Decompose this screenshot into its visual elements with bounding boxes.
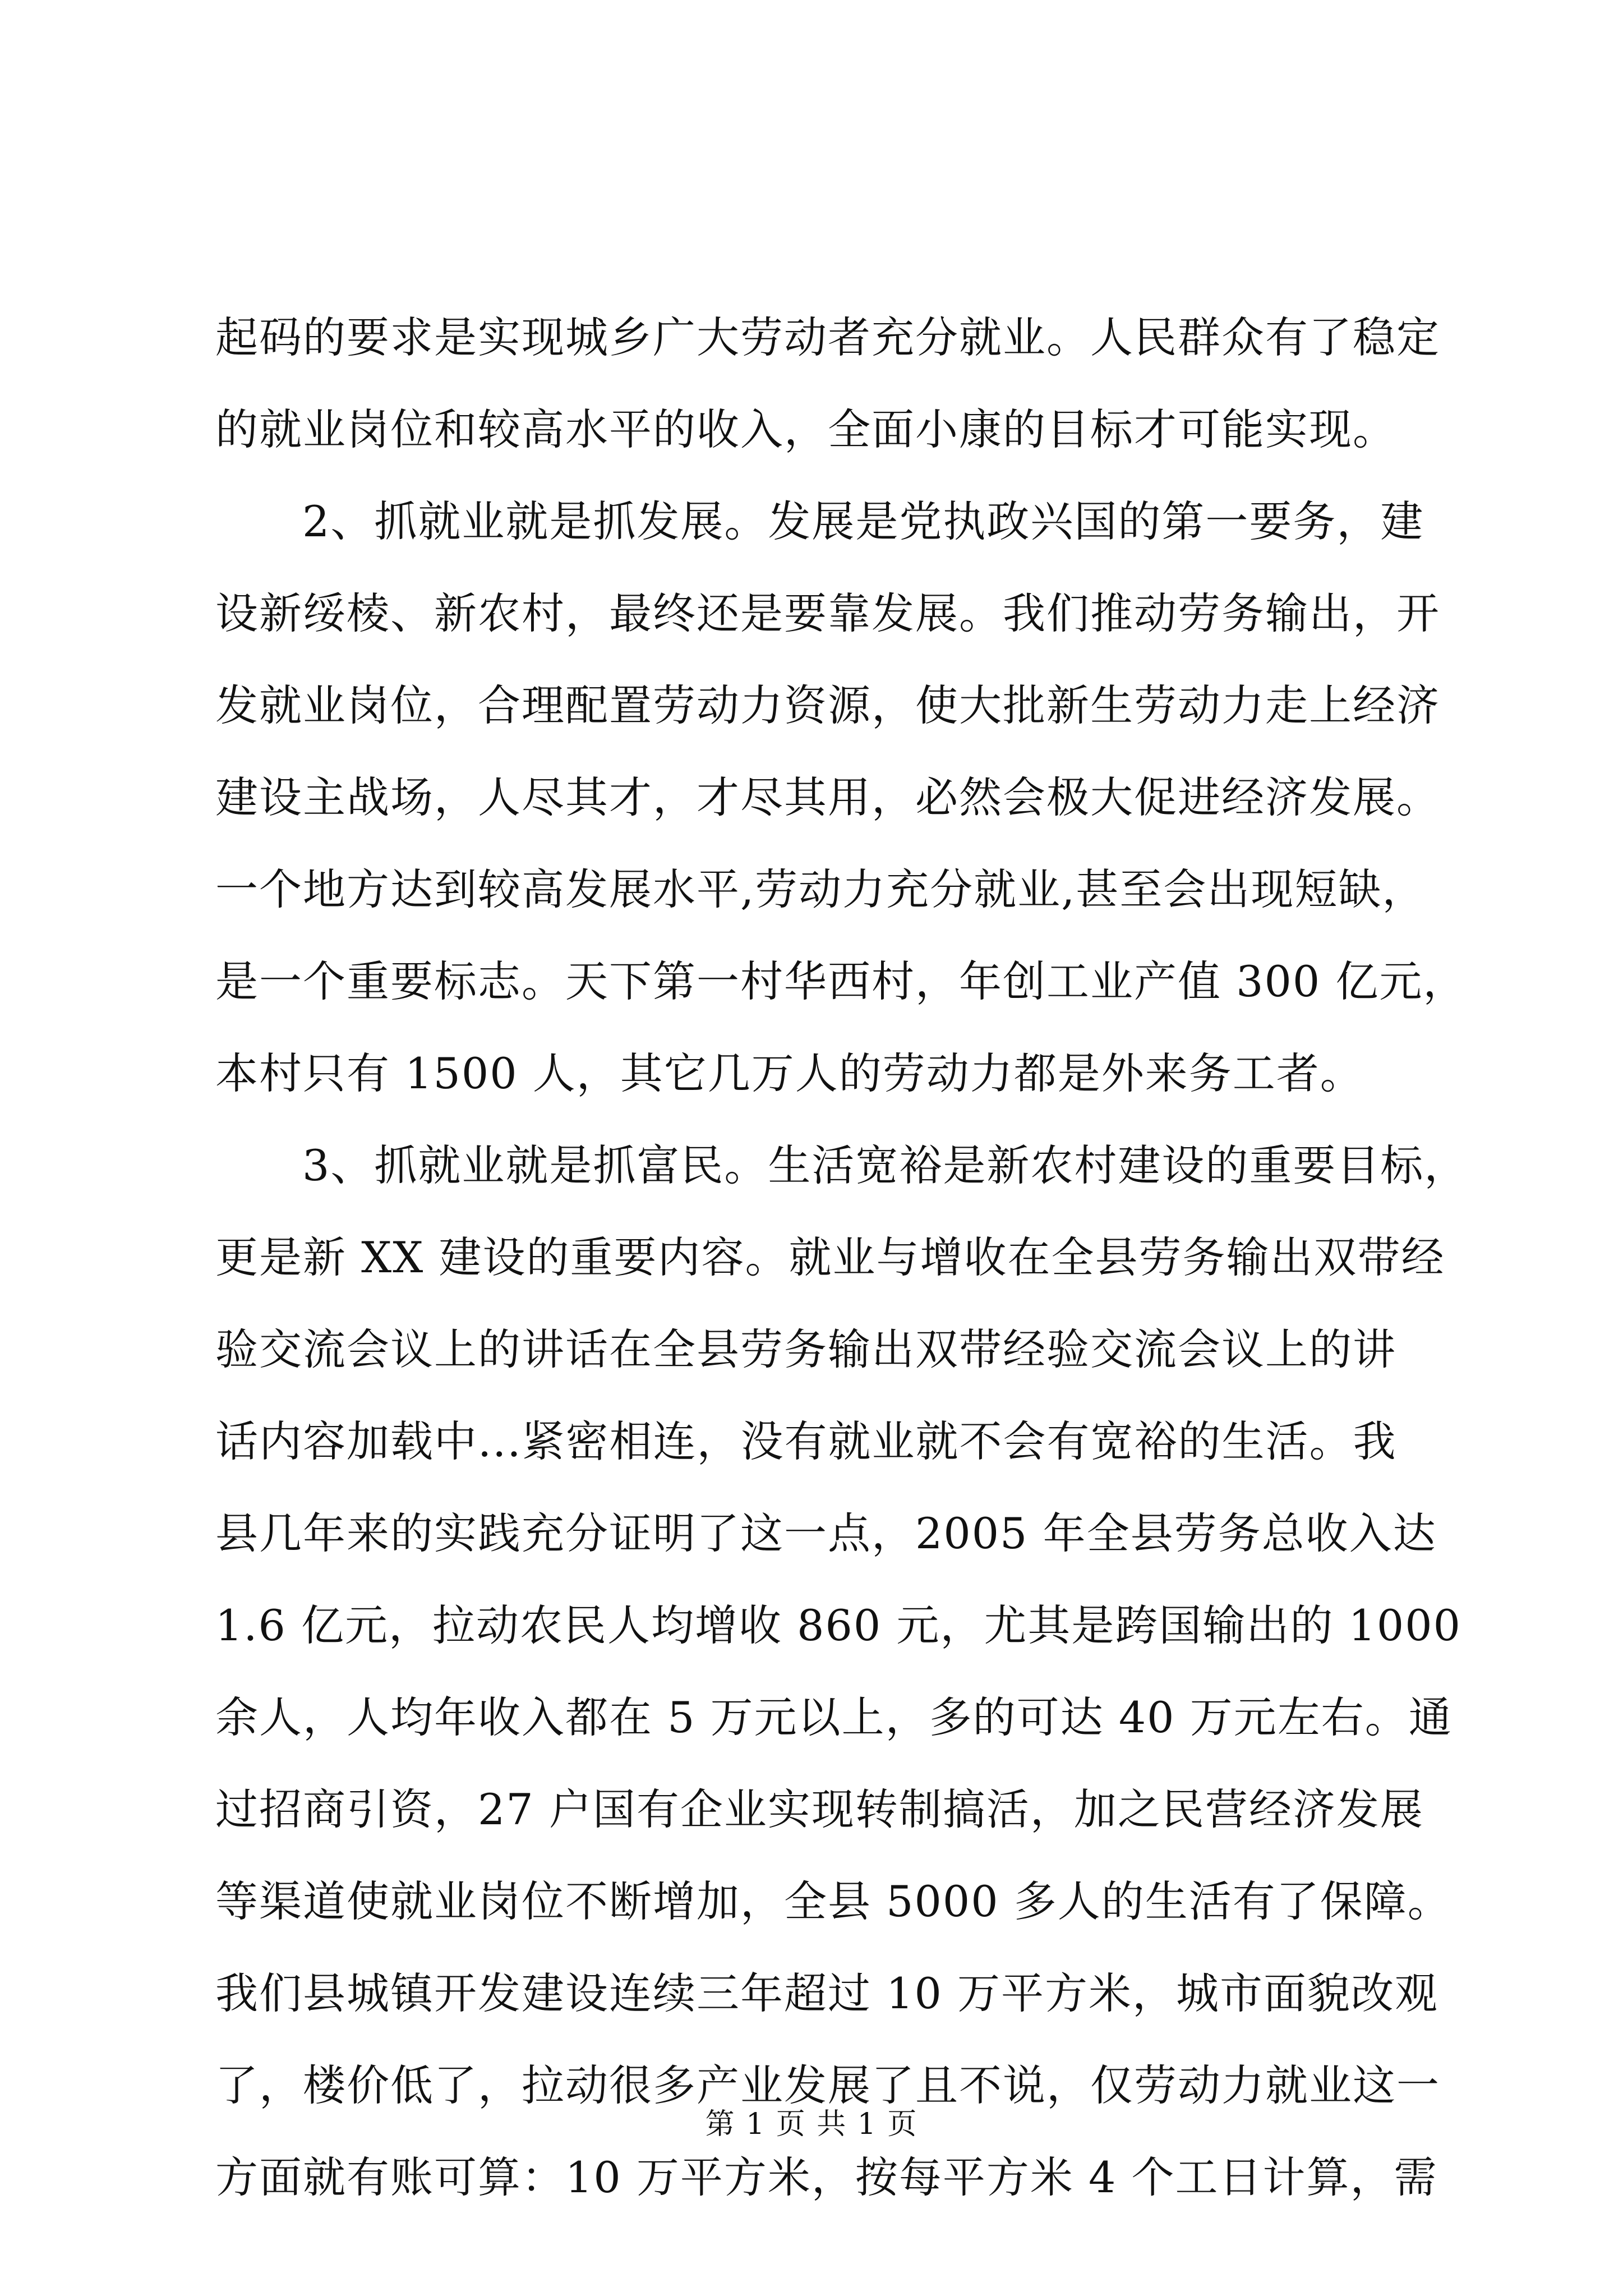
text-line-7: 一个地方达到较高发展水平,劳动力充分就业,甚至会出现短缺， [215,864,1426,914]
text-line-16: 余人，人均年收入都在 5 万元以上，多的可达 40 万元左右。通 [215,1692,1453,1742]
text-line-6: 建设主战场，人尽其才，才尽其用，必然会极大促进经济发展。 [215,772,1440,822]
text-line-21: 方面就有账可算：10 万平方米，按每平方米 4 个工日计算，需 [215,2152,1438,2202]
text-line-10: 3、抓就业就是抓富民。生活宽裕是新农村建设的重要目标， [302,1140,1468,1190]
document-body [215,292,1468,2224]
text-line-12: 验交流会议上的讲话在全县劳务输出双带经验交流会议上的讲 [215,1324,1396,1374]
text-line-2: 的就业岗位和较高水平的收入，全面小康的目标才可能实现。 [215,404,1396,454]
text-line-20: 了，楼价低了，拉动很多产业发展了且不说，仅劳动力就业这一 [215,2060,1440,2110]
text-line-8: 是一个重要标志。天下第一村华西村，年创工业产值 300 亿元， [215,956,1467,1006]
text-line-1: 起码的要求是实现城乡广大劳动者充分就业。人民群众有了稳定 [215,312,1440,362]
text-line-17: 过招商引资，27 户国有企业实现转制搞活，加之民营经济发展 [215,1784,1424,1834]
text-line-11: 更是新 XX 建设的重要内容。就业与增收在全县劳务输出双带经 [215,1232,1445,1282]
text-line-19: 我们县城镇开发建设连续三年超过 10 万平方米，城市面貌改观 [215,1968,1439,2018]
text-line-18: 等渠道使就业岗位不断增加，全县 5000 多人的生活有了保障。 [215,1876,1451,1926]
text-line-14: 县几年来的实践充分证明了这一点，2005 年全县劳务总收入达 [215,1508,1437,1558]
page-footer: 第 1 页 共 1 页 [705,2108,918,2141]
text-line-9: 本村只有 1500 人，其它几万人的劳动力都是外来务工者。 [215,1048,1364,1098]
text-line-5: 发就业岗位，合理配置劳动力资源，使大批新生劳动力走上经济 [215,680,1440,730]
text-line-13: 话内容加载中...紧密相连，没有就业就不会有宽裕的生活。我 [215,1416,1397,1466]
text-line-3: 2、抓就业就是抓发展。发展是党执政兴国的第一要务，建 [302,496,1424,546]
text-line-4: 设新绥棱、新农村，最终还是要靠发展。我们推动劳务输出，开 [215,588,1440,638]
text-line-15: 1.6 亿元，拉动农民人均增收 860 元，尤其是跨国输出的 1000 [215,1600,1461,1650]
